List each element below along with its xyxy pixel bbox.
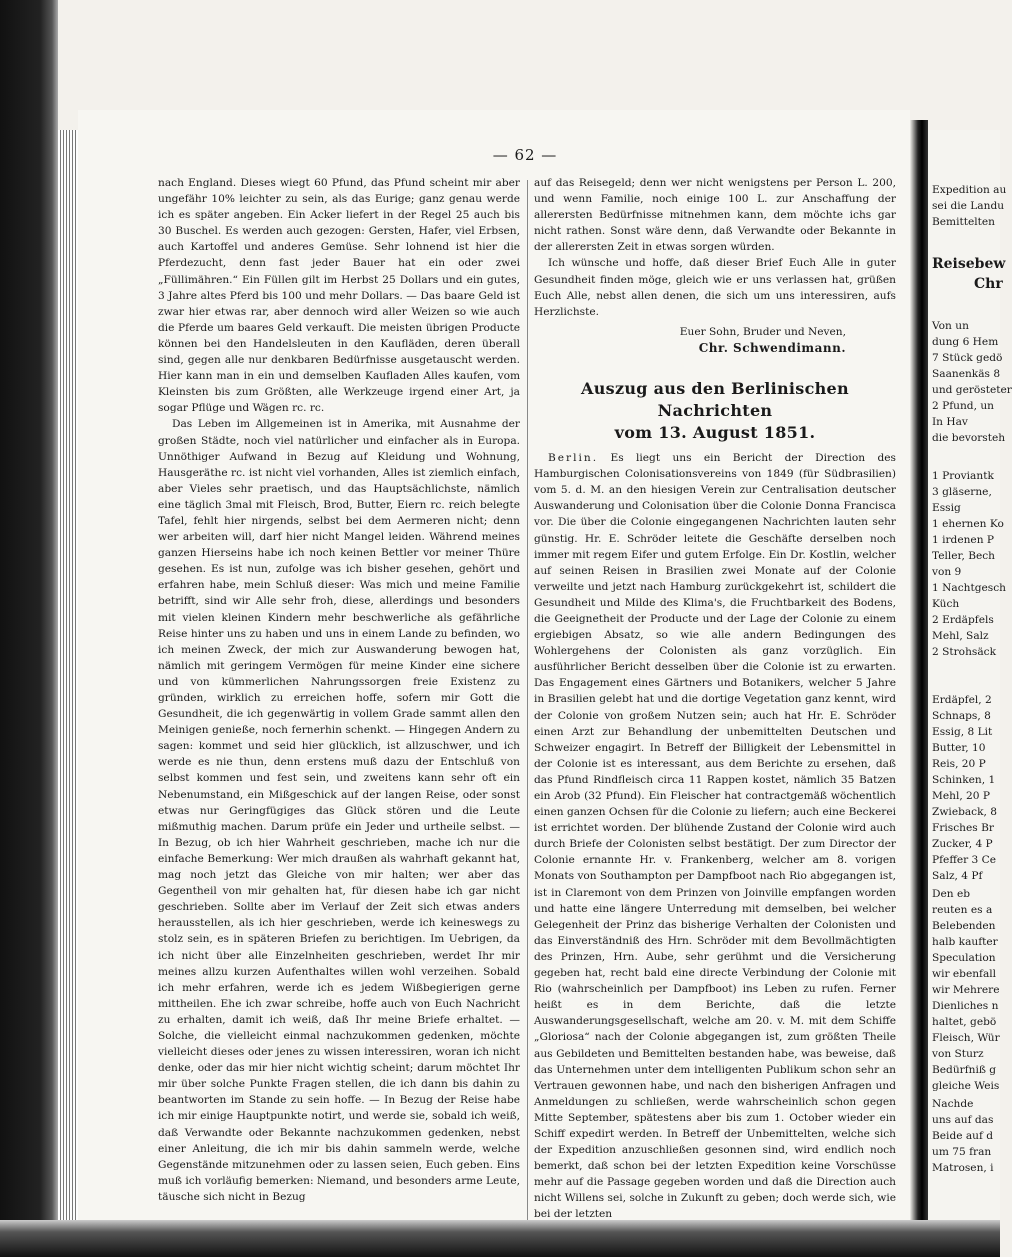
right-page-line: sei die Landu	[932, 200, 1005, 212]
column-divider	[527, 180, 528, 1220]
book-page-edges	[58, 130, 78, 1225]
right-page-line: Küch	[932, 598, 960, 610]
right-page-line: Essig, 8 Lit	[932, 726, 993, 738]
right-page-line: gleiche Weis	[932, 1080, 1000, 1092]
right-page-line: und gerösteter	[932, 384, 1012, 396]
scan-background-bottom	[0, 1220, 1000, 1257]
right-page-line: Saanenkäs 8	[932, 368, 1001, 380]
article-body	[534, 450, 896, 1223]
right-page-line: haltet, gebö	[932, 1016, 997, 1028]
right-page-line: Zwieback, 8	[932, 806, 998, 818]
right-page-line: 1 irdenen P	[932, 534, 995, 546]
right-page-line: Belebenden	[932, 920, 996, 932]
right-page-line: In Hav	[932, 416, 968, 428]
right-page-line: Fleisch, Wür	[932, 1032, 1000, 1044]
letter-end-paragraph-1: auf das Reisegeld; denn wer nicht wenigstens per Person L. 200, und wenn Familie, noch einige 100 L. zur Anschaffung der allerersten Bedürfnisse mitnehmen kann, dem möchte ichs gar nicht rathen. Sonst wäre denn, daß Verwandte oder Bekannte in der allerersten Zeit in etwas sorgen würden.	[534, 177, 896, 254]
article-heading-line-2: vom 13. August 1851.	[614, 423, 816, 443]
right-page-fragment	[928, 130, 1012, 1225]
right-page-line: wir ebenfall	[932, 968, 997, 980]
right-page-line: 1 ehernen Ko	[932, 518, 1004, 530]
left-column	[158, 175, 520, 1223]
right-page-line: 2 Strohsäck	[932, 646, 996, 658]
book-gutter	[910, 120, 928, 1225]
right-page-line: Den eb	[932, 888, 971, 900]
right-page-line: 1 Nachtgesch	[932, 582, 1006, 594]
article-heading-line-1: Auszug aus den Berlinischen Nachrichten	[581, 379, 849, 421]
right-page-line: Mehl, Salz	[932, 630, 989, 642]
article-heading	[534, 378, 896, 444]
right-page-line: 3 gläserne,	[932, 486, 992, 498]
right-page-line: 1 Proviantk	[932, 470, 994, 482]
right-page-line: Zucker, 4 P	[932, 838, 993, 850]
left-paragraph-1: nach England. Dieses wiegt 60 Pfund, das Pfund scheint mir aber ungefähr 10% leichter zu sein, als das Eurige; ganz genau werde ich es später angeben. Ein Acker liefert in der Regel 25 auch bis 30 Buschel. Es werden auch gezogen: Gersten, Hafer, viel Erbsen, auch Kartoffel und anderes Gemüse. Sehr lohnend ist hier die Pferdezucht, denn fast jeder Bauer hat ein oder zwei „Füllimähren.“ Ein Füllen gilt im Herbst 25 Dollars und ein gutes, 3 Jahre altes Pferd bis 100 und mehr Dollars. — Das baare Geld ist zwar hier etwas rar, aber dennoch wird aller Weizen so wie auch die Pferde um baares Geld verkauft. Die meisten übrigen Producte können bei den Handelsleuten in den Kaufläden, deren überall sind, gegen alle nur denkbaren Bedürfnisse ausgetauscht werden. Hier kann man in ein und demselben Kaufladen Alles kaufen, vom Kleinsten bis zum Größten, alle Werkzeuge irgend einer Art, ja sogar Pflüge und Wägen rc. rc.	[158, 177, 520, 415]
right-page-line: Speculation	[932, 952, 996, 964]
right-page-line: um 75 fran	[932, 1146, 992, 1158]
right-page-line: Dienliches n	[932, 1000, 999, 1012]
right-page-line: Reisebew	[932, 256, 1006, 272]
right-page-line: Schnaps, 8	[932, 710, 991, 722]
right-page-line: die bevorsteh	[932, 432, 1006, 444]
right-page-line: wir Mehrere	[932, 984, 1000, 996]
right-page-line: Frisches Br	[932, 822, 994, 834]
right-page-line: Salz, 4 Pf	[932, 870, 983, 882]
letter-end-paragraph-2: Ich wünsche und hoffe, daß dieser Brief Euch Alle in guter Gesundheit finden möge, gleich wie er uns verlassen hat, grüßen Euch Alle, nebst allen denen, die sich um uns interessiren, aufs Herzlichste.	[534, 257, 896, 318]
letter-closing: Euer Sohn, Bruder und Neven,	[679, 325, 846, 338]
right-page-line: Mehl, 20 P	[932, 790, 991, 802]
right-page-line: Essig	[932, 502, 961, 514]
right-page-line: von 9	[932, 566, 962, 578]
right-page-line: halb kaufter	[932, 936, 998, 948]
right-page-line: reuten es a	[932, 904, 993, 916]
right-page-line: Von un	[932, 320, 969, 332]
right-page-line: Teller, Bech	[932, 550, 996, 562]
right-page-line: 2 Pfund, un	[932, 400, 994, 412]
middle-column	[534, 175, 896, 1223]
right-page-line: von Sturz	[932, 1048, 984, 1060]
right-page-line: 2 Erdäpfels	[932, 614, 994, 626]
article-body-text: Es liegt uns ein Bericht der Direction des Hamburgischen Colonisationsvereins von 1849 (für Südbrasilien) vom 5. d. M. an den hiesigen Verein zur Centralisation deutscher Auswanderung und Colonisation über die Colonie Donna Francisca vor. Die über die Colonie eingegangenen Nachrichten lauten sehr günstig. Hr. E. Schröder leitete die Geschäfte derselben noch immer mit regem Eifer und gutem Erfolge. Ein Dr. Kostlin, welcher auf seinen Reisen in Brasilien zwei Monate auf der Colonie verweilte und jetzt nach Hamburg zurückgekehrt ist, schildert die Gesundheit und Milde des Klima's, die Fruchtbarkeit des Bodens, die Geeignetheit der Producte und der Lage der Colonie zu einem ergiebigen Absatz, so wie alle andern Bedingungen des Wohlergehens der Colonisten als ganz vorzüglich. Ein ausführlicher Bericht desselben über die Colonie ist zu erwarten. Das Engagement eines Gärtners und Botanikers, welcher 5 Jahre in Brasilien gelebt hat und die dortige Vegetation ganz kennt, wird der Colonie von großem Nutzen sein; auch hat Hr. E. Schröder einen Arzt zur Behandlung der unbemittelten Deutschen und Schweizer engagirt. In Betreff der Billigkeit der Lebensmittel in der Colonie ist es interessant, aus dem Berichte zu ersehen, daß das Pfund Rindfleisch circa 11 Rappen kostet, nämlich 35 Batzen ein Arob (32 Pfund). Ein Fleischer hat contractgemäß wöchentlich einen ganzen Ochsen für die Colonie zu liefern; auch eine Beckerei ist errichtet worden. Der blühende Zustand der Colonie wird auch durch Briefe der Colonisten selbst bestätigt. Der zum Director der Colonie ernannte Hr. v. Frankenberg, welcher am 8. vorigen Monats von Southampton per Dampfboot nach Rio abgegangen ist, ist in Claremont von dem Prinzen von Joinville empfangen worden und hatte eine längere Unterredung mit demselben, bei welcher Gelegenheit der Prinz das bisherige Verhalten der Colonisten und das Einverständniß des Hrn. Schröder mit dem Bevollmächtigten des Prinzen, Hrn. Aube, sehr gerühmt und die Versicherung gegeben hat, recht bald eine directe Verbindung der Colonie mit Rio (wahrscheinlich per Dampfboot) ins Leben zu rufen. Ferner heißt es in dem Berichte, daß die letzte Auswanderungsgesellschaft, welche am 20. v. M. mit dem Schiffe „Gloriosa“ nach der Colonie abgegangen ist, zum größten Theile aus Gebildeten und Bemittelten bestanden habe, was beweise, daß das Unternehmen unter dem intelligenten Publikum schon sehr an Vertrauen gewonnen habe, und nach den bisherigen Anfragen und Anmeldungen zu schließen, werde wahrscheinlich schon gegen Mitte September, spätestens aber bis zum 1. October wieder ein Schiff expedirt werden. In Betreff der Unbemittelten, welche sich der Expedition anzuschließen gesonnen sind, wird endlich noch bemerkt, daß schon bei der letzten Expedition keine Vorschüsse mehr auf die Passage gegeben worden und daß die Direction auch nicht Willens sei, solche in Zukunft zu geben; doch werde sich, wie bei der letzten	[534, 452, 896, 1221]
right-page-line: Chr	[974, 276, 1003, 292]
page-number: — 62 —	[492, 146, 558, 164]
right-page-line: Nachde	[932, 1098, 974, 1110]
left-paragraph-2: Das Leben im Allgemeinen ist in Amerika, mit Ausnahme der großen Städte, noch viel natürlicher und einfacher als in Europa. Unnöthiger Aufwand in Bezug auf Kleidung und Wohnung, Hausgeräthe rc. ist nicht viel vorhanden, Alles ist ziemlich einfach, aber Vieles sehr praetisch, und das Hauptsächlichste, nämlich eine täglich 3mal mit Fleisch, Brod, Butter, Eiern rc. reich belegte Tafel, fehlt hier nirgends, selbst bei dem Aermeren nicht; denn wer arbeiten will, darf hier nicht Mangel leiden. Während meines ganzen Hierseins habe ich noch keinen Bettler vor meiner Thüre gesehen. Es ist nun, zufolge was ich bisher gesehen, gehört und erfahren habe, mein Schluß dieser: Was mich und meine Familie betrifft, sind wir Alle sehr froh, diese, allerdings und besonders mit vielen kleinen Kindern mehr beschwerliche als gefährliche Reise hinter uns zu haben und uns in einem Lande zu befinden, wo ich meinen Zweck, der mich zur Auswanderung bewogen hat, nämlich mit geringem Vermögen für meine Kinder eine sichere und von kümmerlichen Nahrungssorgen freie Existenz zu gründen, wirklich zu erreichen hoffe, sofern mir Gott die Gesundheit, die ich gegenwärtig in vollem Grade sammt allen den Meinigen genieße, noch fernerhin schenkt. — Hingegen Andern zu sagen: kommet und seid hier glücklich, ist allzuschwer, und ich werde es nie thun, denn erstens muß dazu der Entschluß von selbst kommen und fest sein, und zweitens kann sehr oft ein Nebenumstand, ein Mißgeschick auf der langen Reise, oder sonst etwas nur Geringfügiges das Glück stören und die Leute mißmuthig machen. Darum prüfe ein Jeder und urtheile selbst. — In Bezug, ob ich hier Wahrheit geschrieben, mache ich nur die einfache Bemerkung: Wer mich draußen als wahrhaft gekannt hat, mag noch jetzt das Gleiche von mir halten; wer aber das Gegentheil von mir gehalten hat, für diesen habe ich gar nicht geschrieben. Sollte aber im Verlauf der Zeit sich etwas anders herausstellen, als ich hier geschrieben, werde ich keineswegs zu stolz sein, es in späteren Briefen zu berichtigen. Im Uebrigen, da ich nicht über alle Einzelnheiten geschrieben, werdet Ihr mir meines allzu kurzen Aufenthaltes willen wohl verzeihen. Sobald ich mehr erfahren, werde ich es jedem Wißbegierigen gerne mittheilen. Ehe ich zwar schreibe, hoffe auch von Euch Nachricht zu erhalten, damit ich weiß, daß Ihr meine Briefe erhaltet. — Solche, die vielleicht einmal nachzukommen gedenken, möchte vielleicht dieses oder jenes zu wissen interessiren, woran ich nicht denke, oder das mir hier nicht wichtig scheint; darum möchtet Ihr mir über solche Punkte Fragen stellen, die ich dann bis dahin zu beantworten im Stande zu sein hoffe. — In Bezug der Reise habe ich mir einige Hauptpunkte notirt, und werde sie, sobald ich weiß, daß Verwandte oder Bekannte nachzukommen gedenken, nebst einer Anleitung, die ich mir bis dahin sammeln werde, welche Gegenstände mitzunehmen oder zu lassen seien, Euch geben. Eins muß ich vorläufig bemerken: Niemand, und besonders arme Leute, täusche sich nicht in Bezug	[158, 418, 520, 1203]
right-page-line: Reis, 20 P	[932, 758, 986, 770]
letter-signature: Chr. Schwendimann.	[698, 340, 846, 355]
right-page-line: Pfeffer 3 Ce	[932, 854, 997, 866]
right-page-line: Expedition au	[932, 184, 1007, 196]
right-page-line: Bedürfniß g	[932, 1064, 997, 1076]
article-dateline: Berlin.	[548, 452, 599, 465]
right-page-line: 7 Stück gedö	[932, 352, 1003, 364]
right-page-line: dung 6 Hem	[932, 336, 999, 348]
scan-background-left	[0, 0, 58, 1257]
right-page-line: uns auf das	[932, 1114, 994, 1126]
right-page-line: Butter, 10	[932, 742, 986, 754]
right-page-line: Bemittelten	[932, 216, 996, 228]
right-page-line: Schinken, 1	[932, 774, 996, 786]
right-page-line: Beide auf d	[932, 1130, 994, 1142]
right-page-line: Matrosen, i	[932, 1162, 994, 1174]
right-page-line: Erdäpfel, 2	[932, 694, 992, 706]
